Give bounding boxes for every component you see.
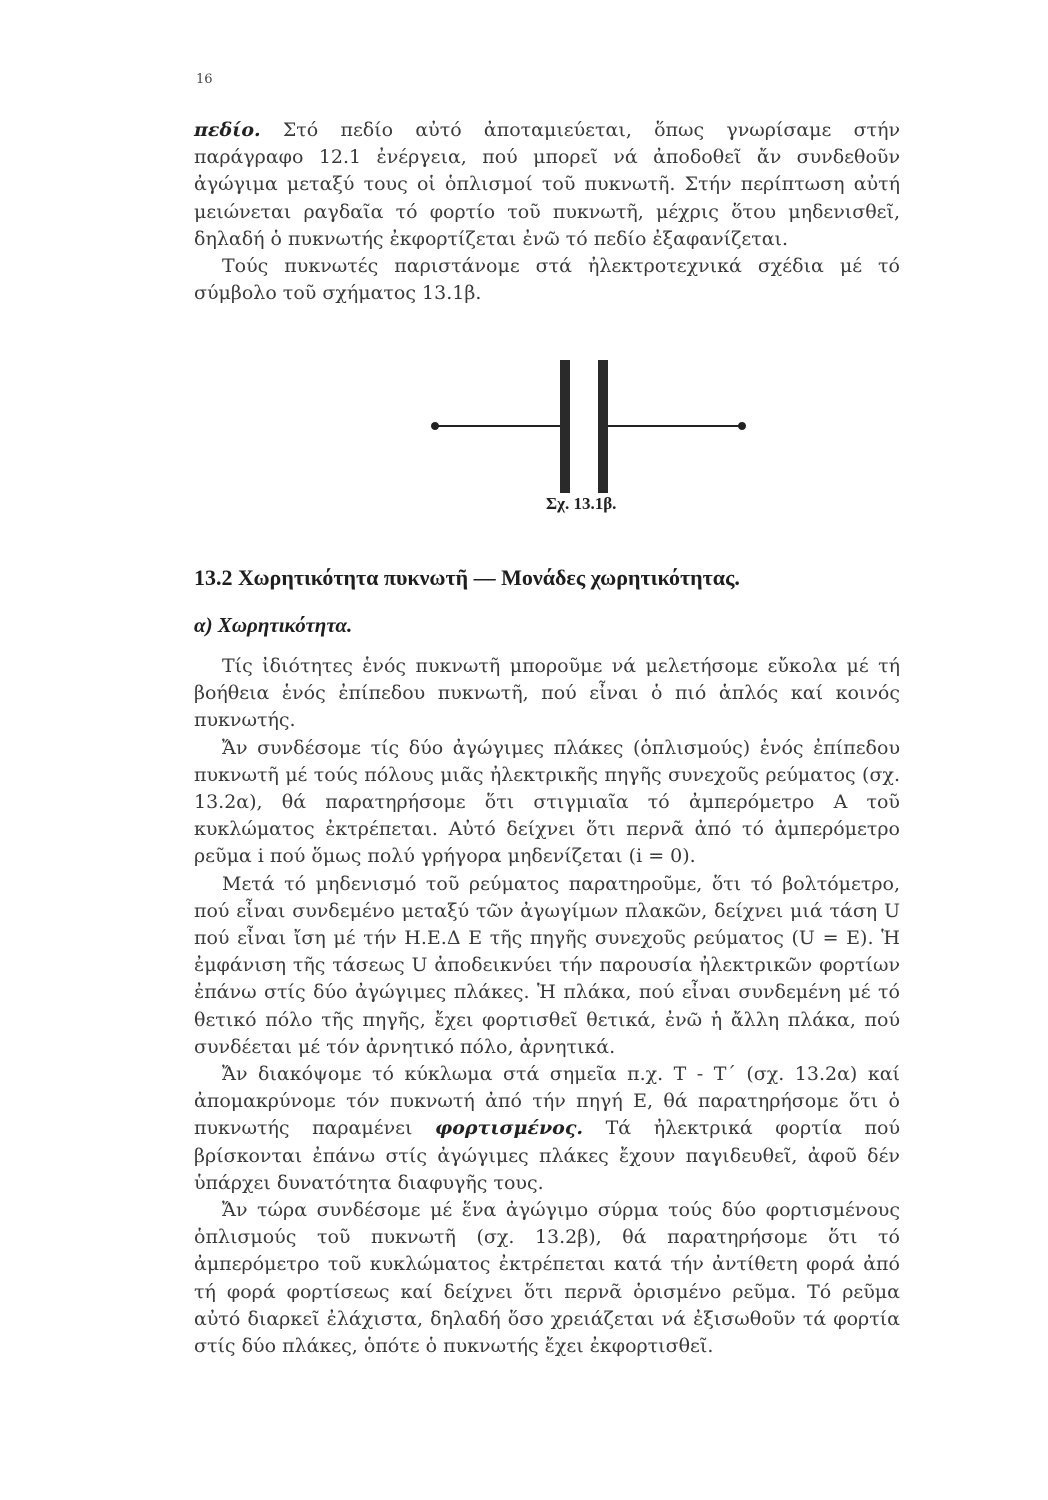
body-paragraph-3: Μετά τό μηδενισμό τοῦ ρεύματος παρατηροῦμε, ὅτι τό βολτόμετρο, πού εἶναι συνδεμένο μεταξύ τῶν ἀγωγίμων πλακῶν, δείχνει μιά τάση U πού εἶναι ἴση μέ τήν Η.Ε.Δ Ε τῆς πηγῆς συνεχοῦς ρεύματος (U = E). Ἡ ἐμφάνιση τῆς τάσεως U ἀποδεικνύει τήν παρουσία ἠλεκτρικῶν φορτίων ἐπάνω στίς δύο ἀγώγιμες πλάκες. Ἡ πλάκα, πού εἶναι συνδεμένη μέ τό θετικό πόλο τῆς πηγῆς, ἔχει φορτισθεῖ θετικά, ἐνῶ ἡ ἄλλη πλάκα, πού συνδέεται μέ τόν ἀρνητικό πόλο, ἀρνητικά. <box>194 872 900 1058</box>
body-paragraph-4-end: Τά ἠλεκτρικά φορτία πού βρίσκονται ἐπάνω στίς ἀγώγιμες πλάκες ἔχουν παγιδευθεῖ, ἀφοῦ δέν ὑπάρχει δυνατότητα διαφυγῆς τους. <box>194 1117 901 1194</box>
intro-paragraph <box>194 117 900 253</box>
intro-paragraph-text: Στό πεδίο αὐτό ἀποταμιεύεται, ὅπως γνωρίσαμε στήν παράγραφο 12.1 ἐνέργεια, πού μπορεῖ νά ἀποδοθεῖ ἄν συνδεθοῦν ἀγώγιμα μεταξύ τους οἱ ὁπλισμοί τοῦ πυκνωτῆ. Στήν περίπτωση αὐτή μειώνεται ραγδαῖα τό φορτίο τοῦ πυκνωτῆ, μέχρις ὅτου μηδενισθεῖ, δηλαδή ὁ πυκνωτής ἐκφορτίζεται ἐνῶ τό πεδίο ἐξαφανίζεται. <box>194 119 901 250</box>
subsection-heading: α) Χωρητικότητα. <box>194 613 353 637</box>
body-paragraph-4 <box>194 1061 900 1197</box>
right-terminal <box>738 422 746 430</box>
figure-caption: Σχ. 13.1β. <box>546 494 617 513</box>
body-paragraph-1: Τίς ἰδιότητες ἑνός πυκνωτῆ μποροῦμε νά μελετήσομε εὔκολα μέ τή βοήθεια ἑνός ἐπίπεδου πυκνωτῆ, πού εἶναι ὁ πιό ἁπλός καί κοινός πυκνωτής. <box>194 655 900 732</box>
body-text <box>194 653 900 1360</box>
intro-term: πεδίο. <box>194 119 261 141</box>
capacitor-symbol-icon <box>420 360 800 510</box>
intro-text <box>194 117 900 307</box>
section-heading: 13.2 Χωρητικότητα πυκνωτῆ — Μονάδες χωρητικότητας. <box>194 565 740 590</box>
body-paragraph-4-start: Ἄν διακόψομε τό κύκλωμα στά σημεῖα π.χ. Τ - Τ΄ (σχ. 13.2α) καί ἀπομακρύνομε τόν πυκνωτή ἀπό τήν πηγή Ε, θά παρατηρήσομε ὅτι ὁ πυκνωτής παραμένει <box>194 1063 900 1140</box>
charged-term: φορτισμένος. <box>435 1117 584 1140</box>
left-plate <box>560 360 570 493</box>
symbol-paragraph: Τούς πυκνωτές παριστάνομε στά ἠλεκτροτεχνικά σχέδια μέ τό σύμβολο τοῦ σχήματος 13.1β. <box>194 255 900 305</box>
page-number: 16 <box>196 72 213 87</box>
body-paragraph-2: Ἄν συνδέσομε τίς δύο ἀγώγιμες πλάκες (ὁπλισμούς) ἑνός ἐπίπεδου πυκνωτῆ μέ τούς πόλους μιᾶς ἠλεκτρικῆς πηγῆς συνεχοῦς ρεύματος (σχ. 13.2α), θά παρατηρήσομε ὅτι στιγμιαῖα τό ἀμπερόμετρο Α τοῦ κυκλώματος ἐκτρέπεται. Αὐτό δείχνει ὅτι περνᾶ ἀπό τό ἀμπερόμετρο ρεῦμα i πού ὅμως πολύ γρήγορα μηδενίζεται (i = 0). <box>194 736 900 868</box>
right-plate <box>598 360 608 493</box>
capacitor-figure <box>420 360 800 510</box>
body-paragraph-5: Ἄν τώρα συνδέσομε μέ ἕνα ἀγώγιμο σύρμα τούς δύο φορτισμένους ὁπλισμούς τοῦ πυκνωτῆ (σχ. 13.2β), θά παρατηρήσομε ὅτι τό ἀμπερόμετρο τοῦ κυκλώματος ἐκτρέπεται κατά τήν ἀντίθετη φορά ἀπό τή φορά φορτίσεως καί δείχνει ὅτι περνᾶ ὁρισμένο ρεῦμα. Τό ρεῦμα αὐτό διαρκεῖ ἐλάχιστα, δηλαδή ὅσο χρειάζεται νά ἐξισωθοῦν τά φορτία στίς δύο πλάκες, ὁπότε ὁ πυκνωτής ἔχει ἐκφορτισθεῖ. <box>194 1199 900 1358</box>
